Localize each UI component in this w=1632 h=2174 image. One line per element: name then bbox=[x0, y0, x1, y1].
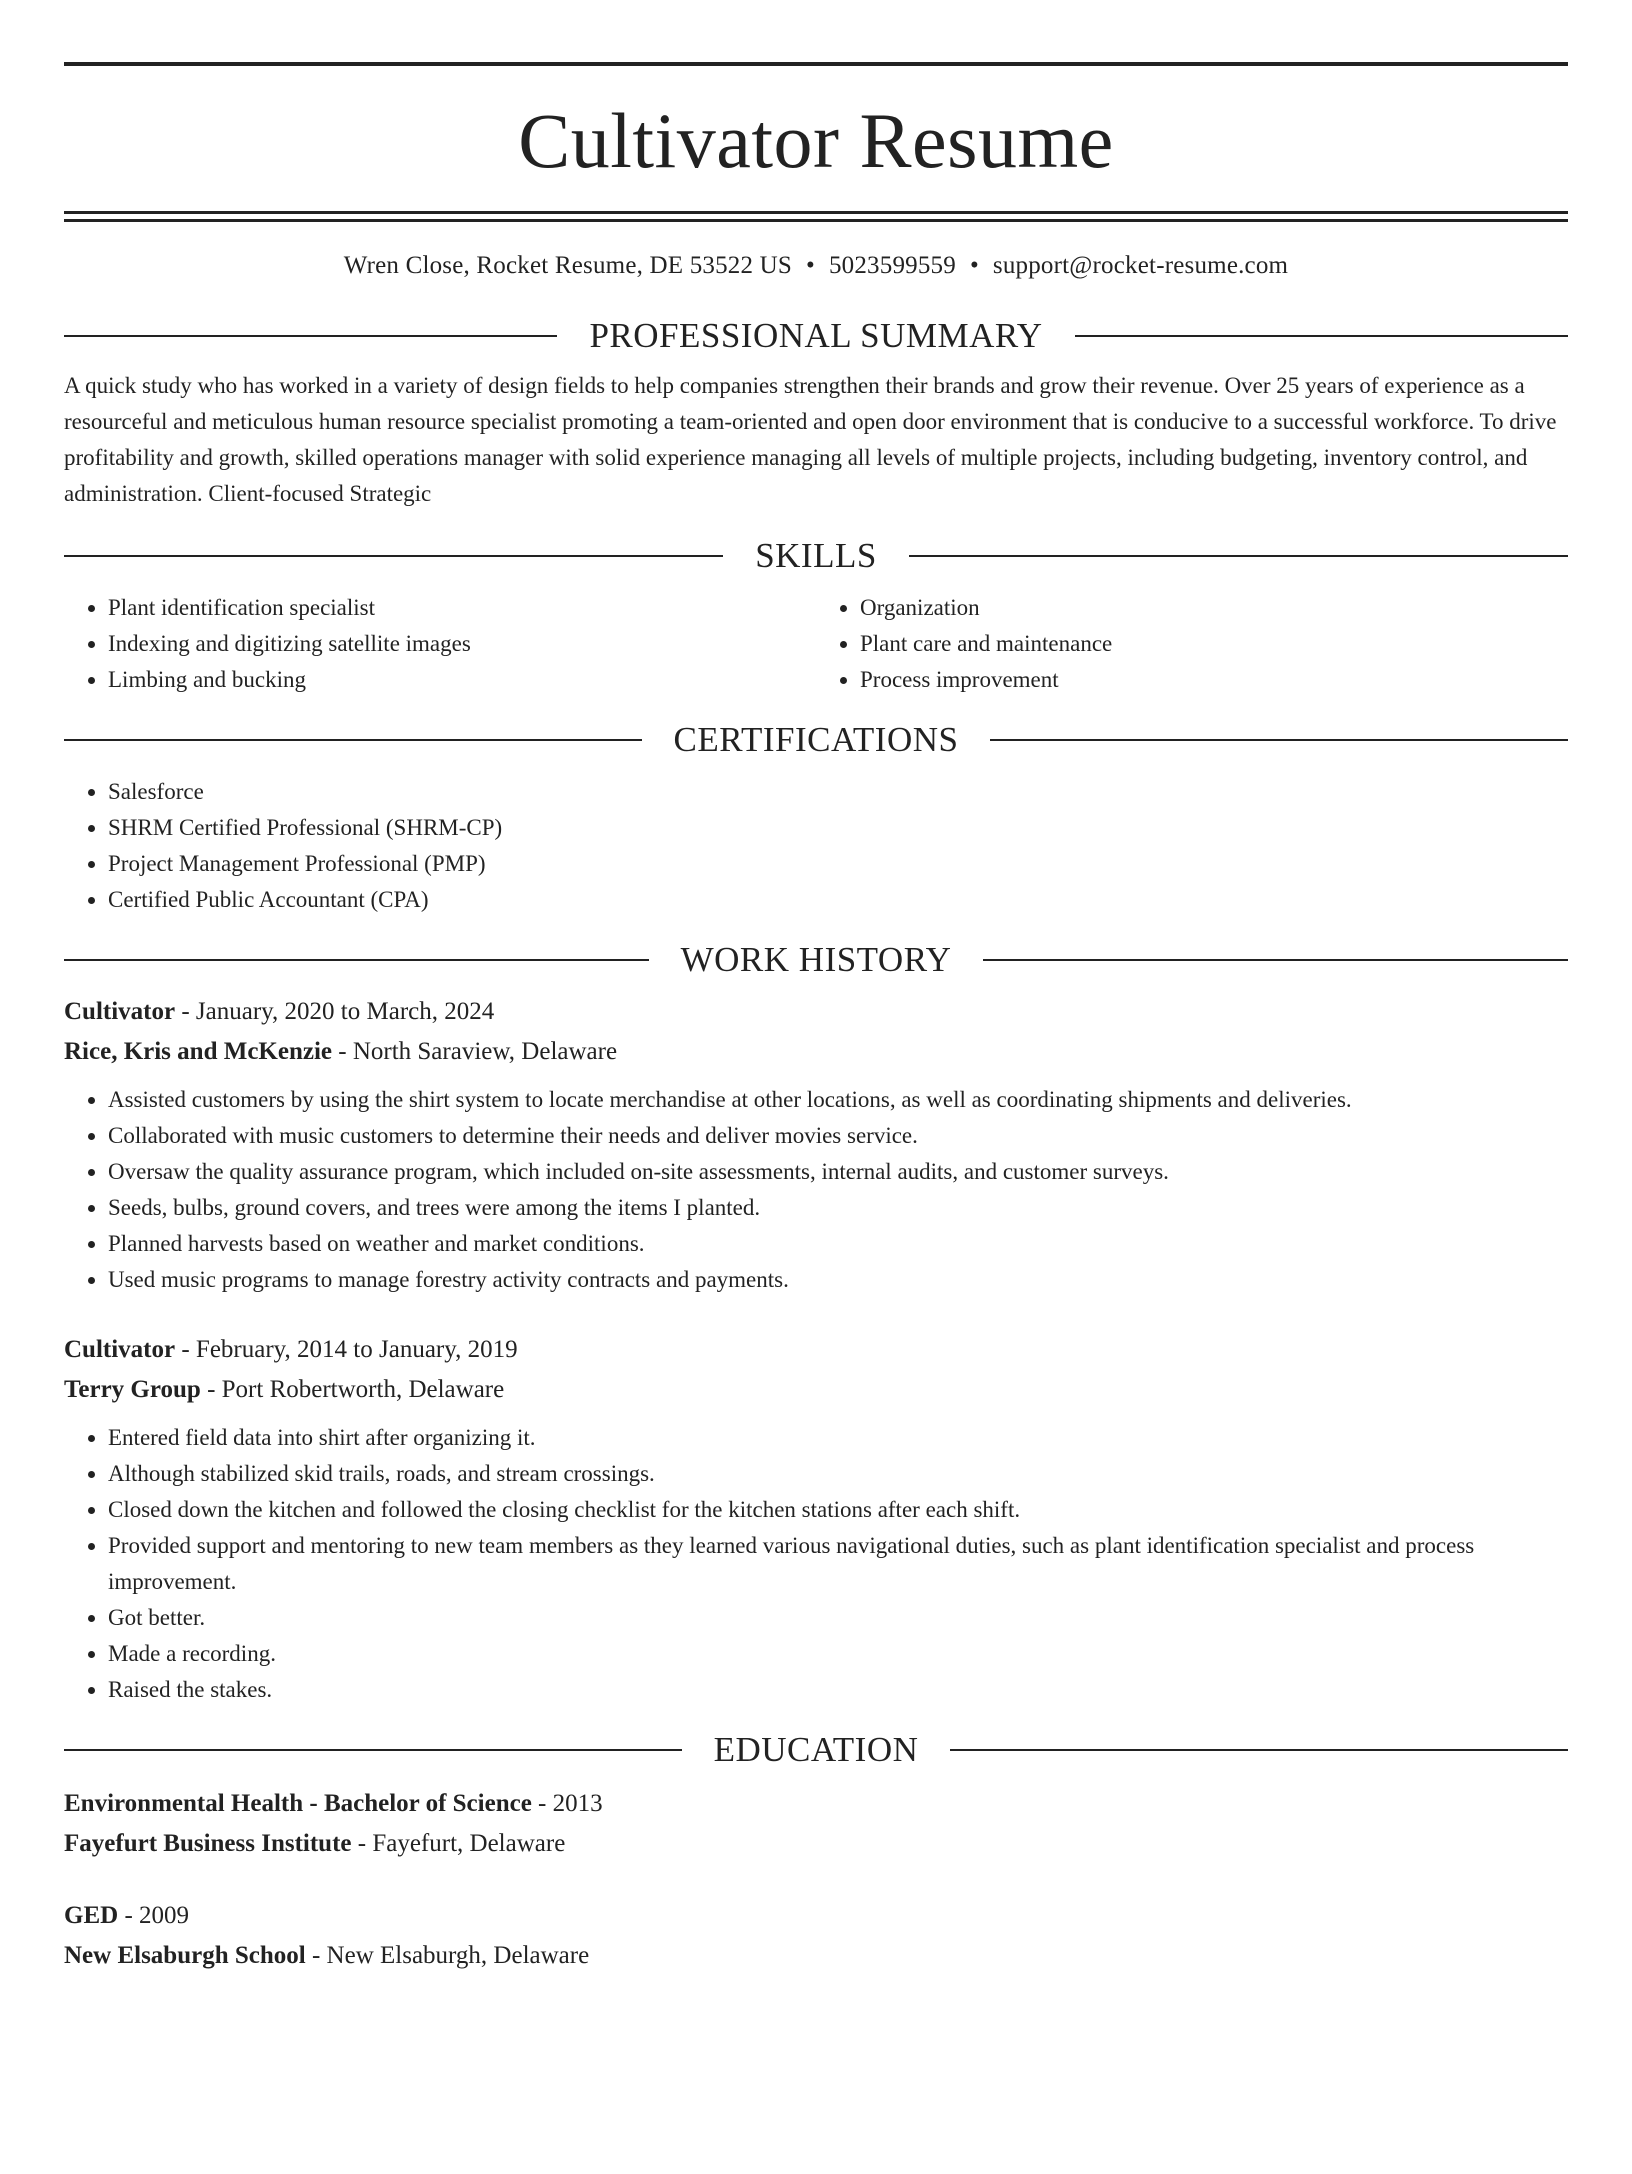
section-header-certifications bbox=[64, 720, 1568, 760]
section-title-work-history: WORK HISTORY bbox=[680, 940, 952, 979]
section-header-work-history bbox=[64, 940, 1568, 980]
education-school: New Elsaburgh School bbox=[64, 1942, 306, 1969]
job-dates: - February, 2014 to January, 2019 bbox=[175, 1336, 518, 1363]
skill-item: • Process improvement bbox=[860, 662, 1568, 698]
job-bullets bbox=[64, 1420, 1568, 1708]
education-location: - New Elsaburgh, Delaware bbox=[305, 1942, 590, 1969]
section-rule bbox=[64, 739, 642, 741]
education-year: - 2009 bbox=[118, 1902, 190, 1929]
job-bullet: • Oversaw the quality assurance program, which included on-site assessments, internal audits, and customer surveys. bbox=[108, 1154, 1568, 1190]
job-company-line bbox=[64, 1032, 1568, 1072]
certification-item: • Certified Public Accountant (CPA) bbox=[108, 882, 1568, 918]
job-bullet: • Made a recording. bbox=[108, 1636, 1568, 1672]
education-entry bbox=[64, 1784, 1568, 1864]
section-title-summary: PROFESSIONAL SUMMARY bbox=[589, 316, 1043, 355]
certification-item: • SHRM Certified Professional (SHRM-CP) bbox=[108, 810, 1568, 846]
job-role: Cultivator bbox=[64, 998, 176, 1025]
education-school-line bbox=[64, 1936, 1568, 1976]
education-location: - Fayefurt, Delaware bbox=[351, 1830, 566, 1857]
job-location: - Port Robertworth, Delaware bbox=[200, 1376, 505, 1403]
contact-phone: 5023599559 bbox=[828, 252, 956, 279]
title-double-rule bbox=[64, 211, 1568, 222]
section-rule bbox=[983, 959, 1568, 961]
section-header-education bbox=[64, 1730, 1568, 1770]
top-rule bbox=[64, 62, 1568, 66]
education-degree: GED bbox=[64, 1902, 119, 1929]
skill-item: • Organization bbox=[860, 590, 1568, 626]
section-header-skills bbox=[64, 536, 1568, 576]
education-year: - 2013 bbox=[531, 1790, 603, 1817]
skill-item: • Indexing and digitizing satellite images bbox=[108, 626, 816, 662]
section-header-summary bbox=[64, 316, 1568, 356]
job-bullet: • Seeds, bulbs, ground covers, and trees were among the items I planted. bbox=[108, 1190, 1568, 1226]
job-role: Cultivator bbox=[64, 1336, 176, 1363]
contact-separator: • bbox=[806, 252, 815, 279]
job-bullet: • Closed down the kitchen and followed the closing checklist for the kitchen stations after each shift. bbox=[108, 1492, 1568, 1528]
summary-text: A quick study who has worked in a variety of design fields to help companies strengthen their brands and grow their revenue. Over 25 years of experience as a resourceful and meticulous human resource specialist promoting a team-oriented and open door environment that is conducive to a successful workforce. To drive profitability and growth, skilled operations manager with solid experience managing all levels of multiple projects, including budgeting, inventory control, and administration. Client-focused Strategic bbox=[64, 373, 1557, 506]
contact-line bbox=[64, 251, 1568, 281]
job-bullets bbox=[64, 1082, 1568, 1298]
job-company: Terry Group bbox=[64, 1376, 201, 1403]
contact-address: Wren Close, Rocket Resume, DE 53522 US bbox=[343, 252, 792, 279]
section-rule bbox=[64, 1749, 682, 1751]
skill-item: • Plant care and maintenance bbox=[860, 626, 1568, 662]
education-degree: Environmental Health - Bachelor of Science bbox=[64, 1790, 532, 1817]
section-rule bbox=[64, 555, 723, 557]
certification-item: • Project Management Professional (PMP) bbox=[108, 846, 1568, 882]
job-bullet: • Although stabilized skid trails, roads, and stream crossings. bbox=[108, 1456, 1568, 1492]
skills-column-right bbox=[816, 590, 1568, 698]
job-bullet: • Got better. bbox=[108, 1600, 1568, 1636]
education-degree-line bbox=[64, 1784, 1568, 1824]
section-title-skills: SKILLS bbox=[755, 536, 877, 575]
resume-page bbox=[0, 62, 1632, 2174]
section-rule bbox=[64, 335, 557, 337]
skill-item: • Limbing and bucking bbox=[108, 662, 816, 698]
job-company-line bbox=[64, 1370, 1568, 1410]
education-degree-line bbox=[64, 1896, 1568, 1936]
job-bullet: • Entered field data into shirt after organizing it. bbox=[108, 1420, 1568, 1456]
skills-column-left bbox=[64, 590, 816, 698]
contact-separator: • bbox=[969, 252, 979, 279]
job-company: Rice, Kris and McKenzie bbox=[64, 1038, 332, 1065]
job-role-line bbox=[64, 992, 1568, 1032]
job-dates: - January, 2020 to March, 2024 bbox=[175, 998, 495, 1025]
job-entry bbox=[64, 992, 1568, 1298]
education-school: Fayefurt Business Institute bbox=[64, 1830, 352, 1857]
job-bullet: • Used music programs to manage forestry activity contracts and payments. bbox=[108, 1262, 1568, 1298]
job-bullet: • Assisted customers by using the shirt system to locate merchandise at other locations, as well as coordinating shipments and deliveries. bbox=[108, 1082, 1568, 1118]
skill-item: • Plant identification specialist bbox=[108, 590, 816, 626]
job-bullet: • Planned harvests based on weather and market conditions. bbox=[108, 1226, 1568, 1262]
section-rule bbox=[1075, 335, 1568, 337]
job-bullet: • Raised the stakes. bbox=[108, 1672, 1568, 1708]
education-school-line bbox=[64, 1824, 1568, 1864]
job-role-line bbox=[64, 1330, 1568, 1370]
job-location: - North Saraview, Delaware bbox=[332, 1038, 618, 1065]
certification-item: • Salesforce bbox=[108, 774, 1568, 810]
skills-list bbox=[64, 590, 1568, 698]
section-rule bbox=[990, 739, 1568, 741]
job-entry bbox=[64, 1330, 1568, 1708]
section-rule bbox=[64, 959, 649, 961]
section-title-education: EDUCATION bbox=[713, 1730, 919, 1769]
section-title-certifications: CERTIFICATIONS bbox=[673, 720, 959, 759]
job-bullet: • Provided support and mentoring to new team members as they learned various navigational duties, such as plant identification specialist and process improvement. bbox=[108, 1528, 1568, 1600]
education-entry bbox=[64, 1896, 1568, 1976]
section-rule bbox=[909, 555, 1568, 557]
contact-email: support@rocket-resume.com bbox=[992, 252, 1289, 279]
section-rule bbox=[950, 1749, 1568, 1751]
certifications-list bbox=[64, 774, 1568, 918]
resume-title: Cultivator Resume bbox=[518, 97, 1114, 184]
job-bullet: • Collaborated with music customers to determine their needs and deliver movies service. bbox=[108, 1118, 1568, 1154]
